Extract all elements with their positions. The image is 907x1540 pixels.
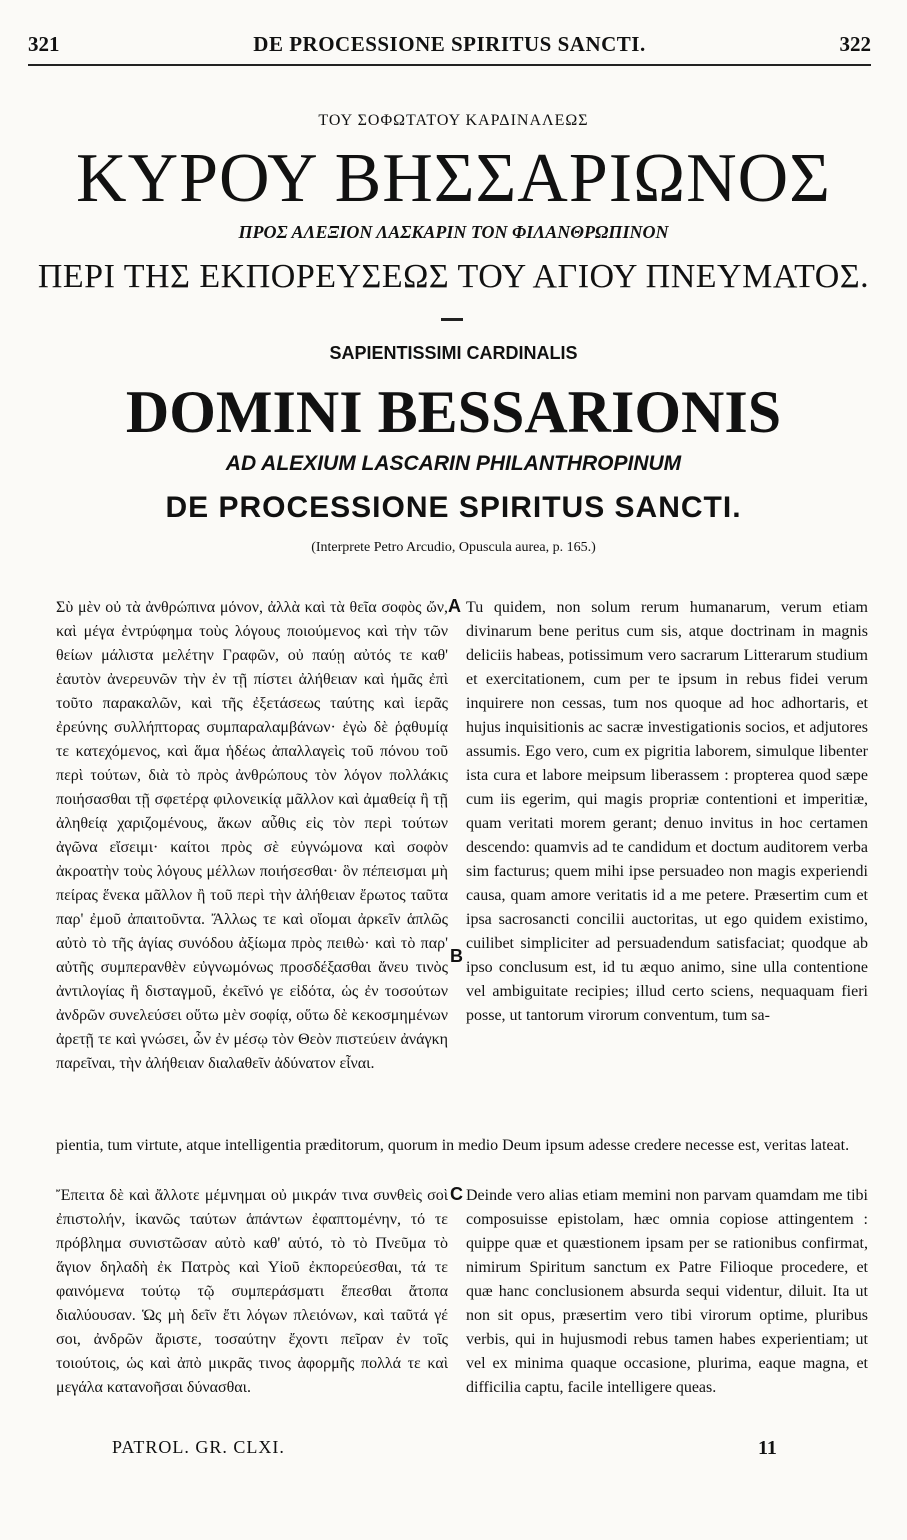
latin-dedication: AD ALEXIUM LASCARIN PHILANTHROPINUM	[225, 452, 682, 475]
greek-author-title: ΚΥΡΟΥ ΒΗΣΣΑΡΙΩΝΟΣ	[76, 140, 831, 217]
latin-text-column-2: Deinde vero alias etiam memini non parvam quamdam me tibi composuisse epistolam, hæc omnia copiose attingentem : quippe quæ et quæstionem ipsam per se rationibus confirmat, nimirum Spiritum sanctum ex Patre Filioque procedere, et quæ hanc conclusionem absurda sequi videntur, diluit. Ita ut non sit opus, præsertim vero tibi virorum optime, pluribus verbis, qui in hujusmodi rebus tamen habes experientiam; ut vel ex minima quaque occasione, plurima, eaque magna, et difficilia captu, facile intelligere queas.	[466, 1187, 868, 1396]
margin-mark-b: B	[450, 946, 463, 966]
latin-text-column-1: Tu quidem, non solum rerum humanarum, verum etiam divinarum bene peritus cum sis, atque doctrinam in magnis deliciis habeas, potissimum vero sacrarum Litterarum studium et exercitationem, cum per te ipsum in rebus fidei verum inquirere non cessas, tum nos quoque ad hoc adhortaris, et hujus inquisitionis ac sacræ investigationis socios, et adjutores assumis. Ego vero, cum ex pigritia laborem, simulque libenter ista cura et labore meipsum liberassem : propterea quod sæpe cum iis egerim, qui magis propriæ contentioni et imperitiæ, quam veritati morem gerant; denuo invitus in hoc certamen descendo: quamvis ad te candidum et doctum auditorem verba sim facturus; quem mihi ipse persuadeo non magis experiendi causa, quam amore veritatis id a me petere. Præsertim cum et ipsa sacrosancti concilii auctoritas, ut ego quidem existimo, cuilibet simpliciter ad persuadendum satisfaciat; quodque ab ipso conclusum est, id tu æquo animo, sine ulla contentione vel ambiguitate recipies; illud certo sciens, nequaquam fieri posse, ut tantorum virorum conventum, tum sa-	[466, 599, 868, 1024]
margin-mark-a: A	[448, 596, 461, 616]
latin-text-full-width: pientia, tum virtute, atque intelligentia præditorum, quorum in medio Deum ipsum adesse credere necesse est, veritas lateat.	[56, 1137, 850, 1154]
signature-mark: PATROL. GR. CLXI.	[112, 1437, 285, 1457]
gathering-number: 11	[758, 1437, 777, 1459]
translator-note: (Interprete Petro Arcudio, Opuscula aurea, p. 165.)	[311, 540, 596, 555]
greek-work-title: ΠΕΡΙ ΤΗΣ ΕΚΠΟΡΕΥΣΕΩΣ ΤΟΥ ΑΓΙΟΥ ΠΝΕΥΜΑΤΟΣ.	[37, 258, 870, 295]
margin-mark-c: C	[450, 1184, 463, 1204]
title-divider	[441, 318, 463, 321]
page-number-right: 322	[839, 32, 871, 56]
page-number-left: 321	[28, 32, 60, 56]
header-rule	[28, 64, 871, 66]
latin-author-title: DOMINI BESSARIONIS	[125, 379, 782, 445]
running-head	[28, 32, 871, 60]
latin-heading-line-1: SAPIENTISSIMI CARDINALIS	[329, 343, 578, 363]
running-title: DE PROCESSIONE SPIRITUS SANCTI.	[253, 32, 646, 56]
greek-dedication: ΠΡΟΣ ΑΛΕΞΙΟΝ ΛΑΣΚΑΡΙΝ ΤΟΝ ΦΙΛΑΝΘΡΩΠΙΝΟΝ	[238, 222, 669, 242]
latin-work-title: DE PROCESSIONE SPIRITUS SANCTI.	[165, 491, 742, 524]
greek-text-column-1: Σὺ μὲν οὐ τὰ ἀνθρώπινα μόνον, ἀλλὰ καὶ τὰ θεῖα σοφὸς ὤν, καὶ μέγα ἐντρύφημα τοὺς λόγους ποιούμενος καὶ τὴν τῶν θείων μάλιστα μελέτην Γραφῶν, οὐ παύῃ αὐτός τε καθ' ἑαυτὸν ἀνερευνῶν τὴν ἐν τῇ πίστει ἀλήθειαν καὶ ἡμᾶς ἐπὶ τοῦτο παρακαλῶν, καὶ τῆς ἐξετάσεως ταύτης καὶ ἱερᾶς ἐρεύνης συλλήπτορας συμπαραλαμβάνων· ἐγὼ δὲ ῥᾳθυμίᾳ τε κατεχόμενος, καὶ ἅμα ἡδέως ἀπαλλαγεὶς τοῦ πόνου τοῦ περὶ τούτων, διὰ τὸ πρὸς ἀνθρώπους τὸν λόγον πολλάκις ποιήσασθαι τῇ σφετέρᾳ φιλονεικίᾳ μᾶλλον καὶ ἀμαθείᾳ ἢ τῇ ἀληθείᾳ χαριζομένους, ἄκων αὖθις εἰς τὸν περὶ τούτων ἀγῶνα εἴσειμι· καίτοι πρὸς σὲ εὐγνώμονα καὶ σοφὸν ἀκροατὴν τοὺς λόγους μέλλων ποιήσεσθαι· ὃν πέπεισμαι μὴ πείρας ἕνεκα μᾶλλον ἢ τοῦ περὶ τὴν ἀλήθειαν ἔρωτος ταῦτα παρ' ἐμοῦ ἀπαιτοῦντα. Ἄλλως τε καὶ οἴομαι ἀρκεῖν ἁπλῶς αὐτὸ τὸ τῆς ἁγίας συνόδου ἀξίωμα πρὸς πειθὼ· καὶ τὸ παρ' αὐτῆς συμπερανθὲν εὐγνωμόνως προσδέξασθαι ἄνευ τινὸς ἀντιλογίας ἢ δισταγμοῦ, ἐκεῖνό γε εἰδότα, ὡς ἐν τοσούτων ἀνδρῶν συνελεύσει οὕτω μὲν σοφίᾳ, οὕτω δὲ κεκοσμημένων ἀρετῇ τε καὶ γνώσει, ὧν ἐν μέσῳ τὸν Θεὸν πιστεύειν ἀνάγκη παρεῖναι, τὴν ἀλήθειαν διαλαθεῖν ἀδύνατον εἶναι.	[56, 599, 448, 1072]
greek-heading-line-1: ΤΟΥ ΣΟΦΩΤΑΤΟΥ ΚΑΡΔΙΝΑΛΕΩΣ	[318, 112, 589, 129]
greek-text-column-2: Ἔπειτα δὲ καὶ ἄλλοτε μέμνημαι οὐ μικράν τινα συνθεὶς σοὶ ἐπιστολήν, ἱκανῶς ταύτων ἁπάντων ἐφαπτομένην, τό τε πρόβλημα συνιστῶσαν αὐτὸ καθ' αὑτό, τὸ τὸ Πνεῦμα τὸ ἅγιον δηλαδὴ ἐκ Πατρὸς καὶ Υἱοῦ ἐκπορεύεσθαι, τά τε φαινόμενα τούτῳ τῷ συμπεράσματι ἕπεσθαι ἄτοπα διαλύουσαν. Ὡς μὴ δεῖν ἔτι λόγων πλειόνων, καὶ ταῦτά γέ σοι, ἀνδρῶν ἄριστε, τοσαύτην ἔχοντι πεῖραν ἐν τοῖς τοιούτοις, ὡς καὶ ἀπὸ μικρᾶς τινος ἀφορμῆς πολλά τε καὶ μεγάλα κατανοῆσαι δύνασθαι.	[56, 1187, 448, 1396]
